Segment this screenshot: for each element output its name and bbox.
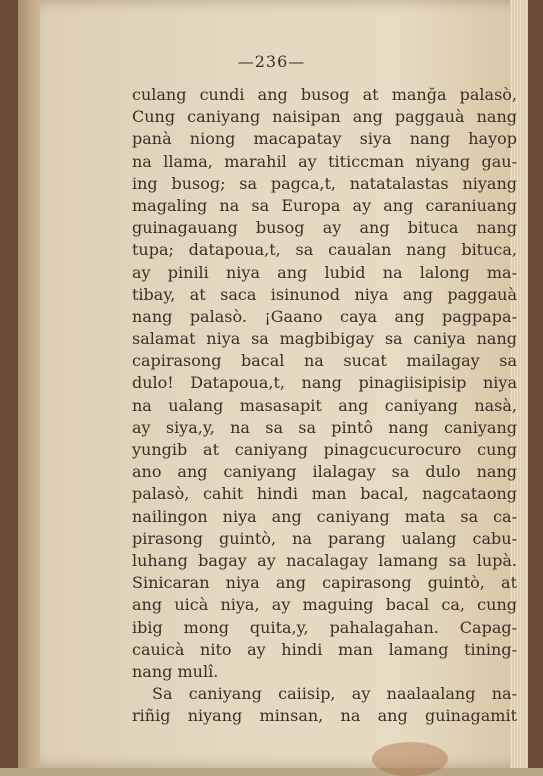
text-line: na llama, marahil ay titiccman niyang gau- — [132, 151, 517, 171]
text-line: magaling na sa Europa ay ang caraniuang — [132, 195, 517, 215]
text-line: ibig mong quita,y, pahalagahan. Capag- — [132, 617, 517, 637]
text-line: tupa; datapoua,t, sa caualan nang bituca, — [132, 240, 517, 260]
text-line: guinagauang busog ay ang bituca nang — [132, 218, 517, 238]
text-line: dulo! Datapoua,t, nang pinagiisipisip niya — [132, 373, 517, 393]
text-line: riñig niyang minsan, na ang guinagamit — [132, 706, 517, 726]
text-line: na ualang masasapit ang caniyang nasà, — [132, 395, 517, 415]
text-line: nang mulî. — [132, 661, 219, 681]
text-line: Cung caniyang naisipan ang paggauà nang — [132, 107, 517, 127]
text-line: ing busog; sa pagca,t, natatalastas niyang — [132, 173, 517, 193]
text-line: salamat niya sa magbibigay sa caniya nang — [132, 329, 517, 349]
text-line: tibay, at saca isinunod niya ang paggauà — [132, 284, 517, 304]
text-line: ang uicà niya, ay maguing bacal ca, cung — [132, 595, 517, 615]
text-line: culang cundi ang busog at manğa palasò, — [132, 85, 517, 104]
text-line: nang palasò. ¡Gaano caya ang pagpapa- — [132, 306, 517, 326]
page-gutter-edge — [18, 0, 40, 768]
text-line: panà niong macapatay siya nang hayop — [132, 129, 517, 149]
body-text — [132, 84, 517, 727]
text-line: ay pinili niya ang lubid na lalong ma- — [132, 262, 517, 282]
text-line: pirasong guintò, na parang ualang cabu- — [132, 528, 517, 548]
page-number: —236— — [237, 52, 306, 71]
text-line: ano ang caniyang ilalagay sa dulo nang — [132, 462, 517, 482]
text-line: palasò, cahit hindi man bacal, nagcataong — [132, 484, 517, 504]
text-line: capirasong bacal na sucat mailagay sa — [132, 351, 517, 371]
bottom-stain — [372, 742, 448, 776]
text-line: nailingon niya ang caniyang mata sa ca- — [132, 506, 517, 526]
text-line: cauicà nito ay hindi man lamang tining- — [132, 639, 517, 659]
text-line: ay siya,y, na sa sa pintô nang caniyang — [132, 417, 517, 437]
text-line: luhang bagay ay nacalagay lamang sa lupà. — [132, 550, 517, 570]
text-line: Sinicaran niya ang capirasong guintò, at — [132, 573, 517, 593]
text-line: Sa caniyang caiisip, ay naalaalang na- — [152, 684, 517, 704]
text-line: yungib at caniyang pinagcucurocuro cung — [132, 440, 517, 459]
